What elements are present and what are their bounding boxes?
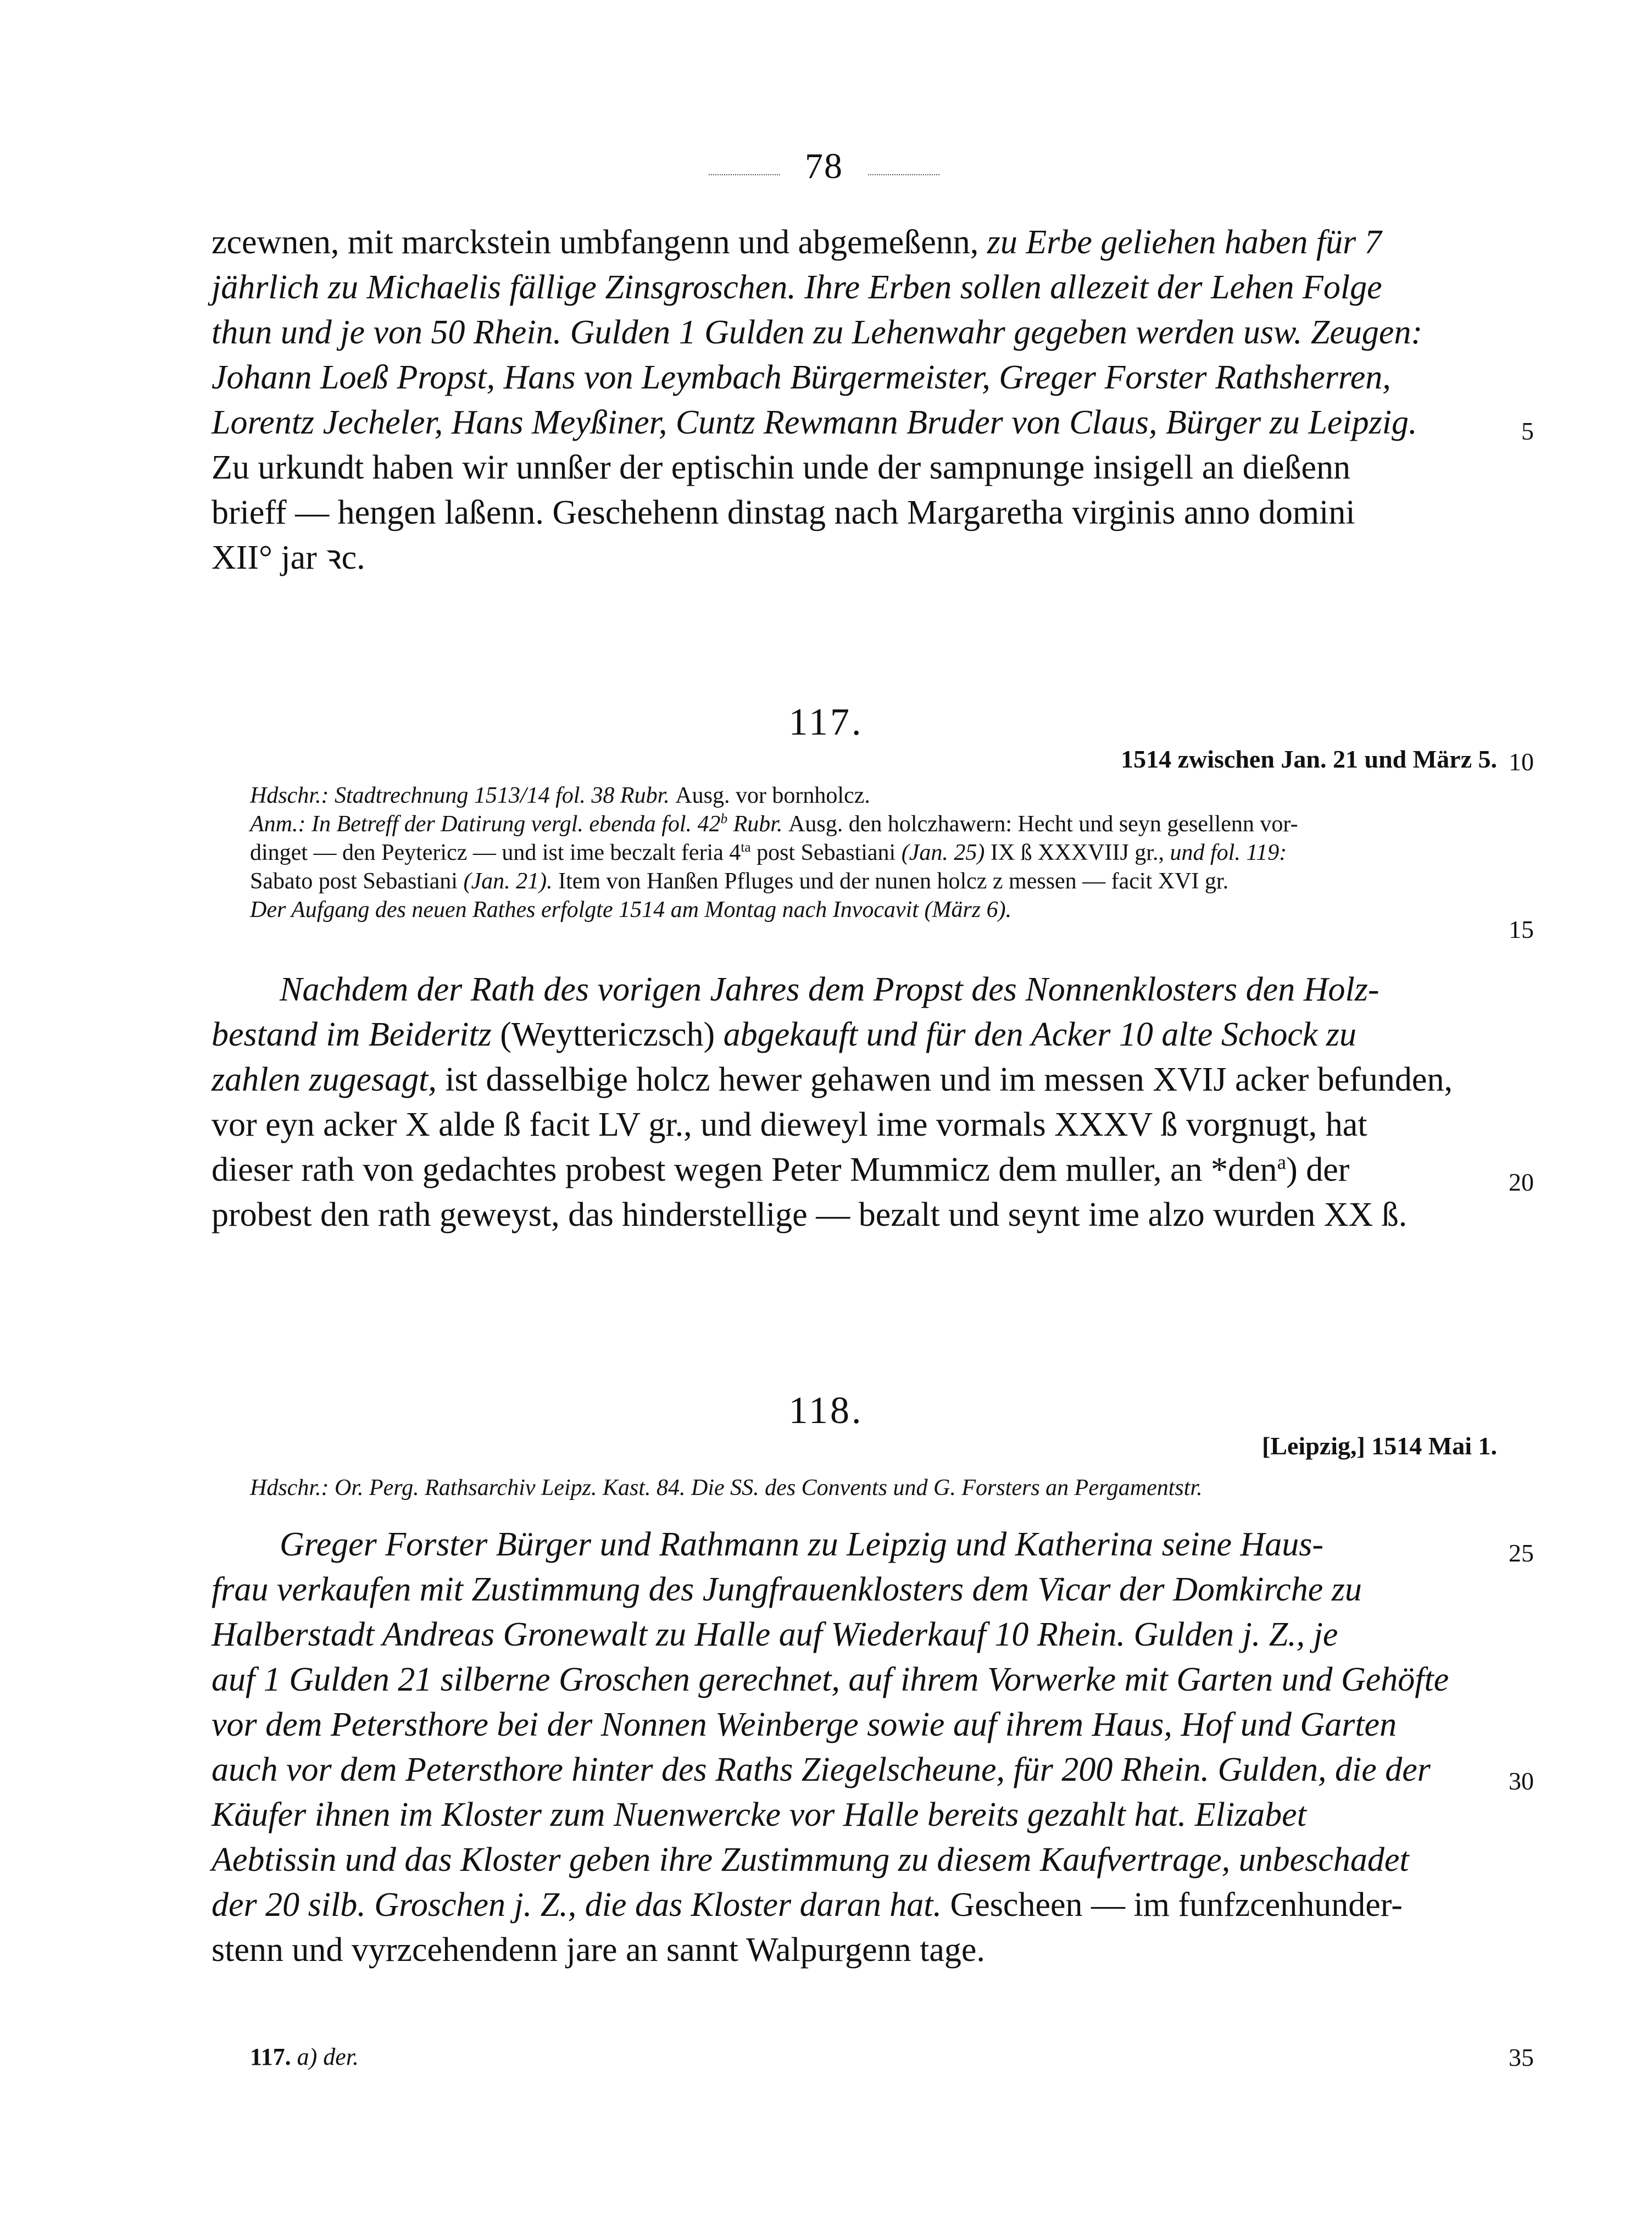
line-number: 10: [1509, 748, 1534, 776]
doc118-notes: [250, 1474, 1536, 1502]
text-segment: thun und je von 50 Rhein. Gulden 1 Gulden zu Lehenwahr gegeben werden usw. Zeugen:: [212, 314, 1423, 351]
text-segment: (Jan. 21).: [463, 869, 553, 894]
text-line: [212, 1747, 1497, 1792]
text-segment: Hdschr.: Or. Perg. Rathsarchiv Leipz. Kast. 84. Die SS. des Convents und G. Forsters an Pergamentstr.: [250, 1475, 1203, 1501]
footnote: [250, 2043, 359, 2071]
text-segment: Hdschr.: Stadtrechnung 1513/14 fol. 38 Rubr.: [250, 783, 676, 808]
text-segment: zahlen zugesagt,: [212, 1061, 446, 1098]
text-line: [212, 1657, 1497, 1702]
text-segment: XII° jar ꝛc.: [212, 539, 365, 576]
text-segment: bestand im Beideritz: [212, 1016, 500, 1053]
text-segment: ta: [741, 840, 751, 855]
line-number: 15: [1509, 915, 1534, 943]
text-segment: post Sebastiani: [750, 840, 902, 865]
text-segment: Ausg. vor bornholcz.: [675, 783, 870, 808]
text-line: [212, 1012, 1497, 1057]
text-line: [250, 1474, 1536, 1502]
doc118-number: 118.: [788, 1390, 864, 1432]
text-segment: Nachdem der Rath des vorigen Jahres dem Propst des Nonnenklosters den Holz-: [212, 971, 1380, 1008]
doc117-body: [212, 967, 1497, 1237]
text-segment: Halberstadt Andreas Gronewalt zu Halle auf Wiederkauf 10 Rhein. Gulden j. Z., je: [212, 1616, 1338, 1653]
text-line: [250, 781, 1536, 810]
text-segment: Anm.: In Betreff der Datirung vergl. ebenda fol. 42: [250, 812, 721, 837]
text-segment: auf 1 Gulden 21 silberne Groschen gerechnet, auf ihrem Vorwerke mit Garten und Gehöfte: [212, 1661, 1449, 1698]
text-line: [250, 896, 1536, 924]
doc118-body: [212, 1522, 1497, 1972]
text-line: [212, 1927, 1497, 1972]
text-segment: der 20 silb. Groschen j. Z., die das Kloster daran hat.: [212, 1886, 950, 1924]
text-line: [212, 310, 1497, 355]
text-line: [212, 1102, 1497, 1147]
text-line: [212, 355, 1497, 400]
line-number: 35: [1509, 2043, 1534, 2071]
text-line: [212, 1567, 1497, 1612]
text-line: [212, 1522, 1497, 1567]
text-segment: dieser rath von gedachtes probest wegen Peter Mummicz dem muller, an *den: [212, 1151, 1277, 1188]
doc118-date: [Leipzig,] 1514 Mai 1.: [1262, 1432, 1497, 1460]
doc117-notes: [250, 781, 1536, 924]
text-line: [212, 1612, 1497, 1657]
text-segment: auch vor dem Petersthore hinter des Raths Ziegelscheune, für 200 Rhein. Gulden, die der: [212, 1751, 1431, 1788]
text-segment: Lorentz Jecheler, Hans Meyßiner, Cuntz Rewmann Bruder von Claus, Bürger zu Leipzig.: [212, 404, 1417, 441]
text-segment: dinget — den Peytericz — und ist ime beczalt feria 4: [250, 840, 741, 865]
text-line: [212, 220, 1497, 265]
text-segment: IX ß XXXVIIJ gr.,: [984, 840, 1170, 865]
text-line: [212, 967, 1497, 1012]
text-segment: Rubr.: [727, 812, 789, 837]
text-segment: jährlich zu Michaelis fällige Zinsgroschen. Ihre Erben sollen allezeit der Lehen Folge: [212, 269, 1382, 306]
line-number: 25: [1509, 1539, 1534, 1567]
text-line: [250, 838, 1536, 867]
text-line: [250, 867, 1536, 896]
text-segment: und fol. 119:: [1170, 840, 1287, 865]
text-segment: Käufer ihnen im Kloster zum Nuenwercke vor Halle bereits gezahlt hat. Elizabet: [212, 1796, 1306, 1833]
text-segment: vor dem Petersthore bei der Nonnen Weinberge sowie auf ihrem Haus, Hof und Garten: [212, 1706, 1397, 1743]
text-segment: ist dasselbige holcz hewer gehawen und im messen XVIJ acker befunden,: [445, 1061, 1453, 1098]
text-segment: (Weyttericzsch): [500, 1016, 724, 1053]
line-number: 30: [1509, 1767, 1534, 1795]
text-segment: Aebtissin und das Kloster geben ihre Zustimmung zu diesem Kaufvertrage, unbeschadet: [212, 1841, 1409, 1879]
text-segment: brieff — hengen laßenn. Geschehenn dinstag nach Margaretha virginis anno domini: [212, 494, 1355, 531]
text-line: [212, 1792, 1497, 1837]
text-line: [212, 490, 1497, 535]
text-segment: ) der: [1286, 1151, 1350, 1188]
text-line: [212, 1192, 1497, 1237]
text-segment: vor eyn acker X alde ß facit LV gr., und dieweyl ime vormals XXXV ß vorgnugt, hat: [212, 1106, 1367, 1143]
text-segment: Zu urkundt haben wir unnßer der eptischin unde der sampnunge insigell an dießenn: [212, 449, 1351, 486]
line-number: 20: [1509, 1168, 1534, 1196]
text-segment: Item von Hanßen Pfluges und der nunen holcz z messen — facit XVI gr.: [552, 869, 1229, 894]
page-header: [709, 146, 939, 190]
page-number: 78: [805, 146, 843, 186]
doc117-number: 117.: [788, 701, 864, 743]
text-line: [212, 1702, 1497, 1747]
text-segment: probest den rath geweyst, das hinderstellige — bezalt und seynt ime alzo wurden XX ß.: [212, 1196, 1408, 1233]
text-segment: zu Erbe geliehen haben für 7: [987, 224, 1382, 261]
text-segment: b: [720, 812, 728, 826]
text-line: [212, 400, 1497, 445]
text-segment: stenn und vyrzcehendenn jare an sannt Walpurgenn tage.: [212, 1931, 985, 1969]
text-segment: Gescheen — im funfzcenhunder-: [950, 1886, 1403, 1924]
text-segment: a: [1277, 1151, 1287, 1174]
text-segment: zcewnen, mit marckstein umbfangenn und abgemeßenn,: [212, 224, 987, 261]
text-segment: abgekauft und für den Acker 10 alte Schock zu: [723, 1016, 1357, 1053]
text-segment: Johann Loeß Propst, Hans von Leymbach Bürgermeister, Greger Forster Rathsherren,: [212, 359, 1391, 396]
text-segment: Ausg. den holczhawern: Hecht und seyn gesellenn vor-: [788, 812, 1298, 837]
line-number: 5: [1521, 417, 1534, 445]
text-line: [212, 1147, 1497, 1192]
header-rule-right: [868, 174, 939, 175]
text-line: [250, 810, 1536, 838]
text-line: [212, 1837, 1497, 1882]
text-segment: Sabato post Sebastiani: [250, 869, 464, 894]
text-segment: (Jan. 25): [901, 840, 985, 865]
doc117-date: 1514 zwischen Jan. 21 und März 5.: [1121, 745, 1497, 773]
footnote-text: a) der.: [291, 2043, 359, 2070]
footnote-ref: 117.: [250, 2043, 291, 2070]
text-line: [212, 1882, 1497, 1927]
text-line: [212, 1057, 1497, 1102]
text-line: [212, 445, 1497, 490]
intro-paragraph: [212, 220, 1497, 580]
text-line: [212, 265, 1497, 310]
text-segment: Greger Forster Bürger und Rathmann zu Leipzig und Katherina seine Haus-: [212, 1526, 1324, 1563]
text-segment: Der Aufgang des neuen Rathes erfolgte 1514 am Montag nach Invocavit (März 6).: [250, 897, 1012, 923]
text-segment: frau verkaufen mit Zustimmung des Jungfrauenklosters dem Vicar der Domkirche zu: [212, 1571, 1362, 1608]
text-line: [212, 535, 1497, 580]
